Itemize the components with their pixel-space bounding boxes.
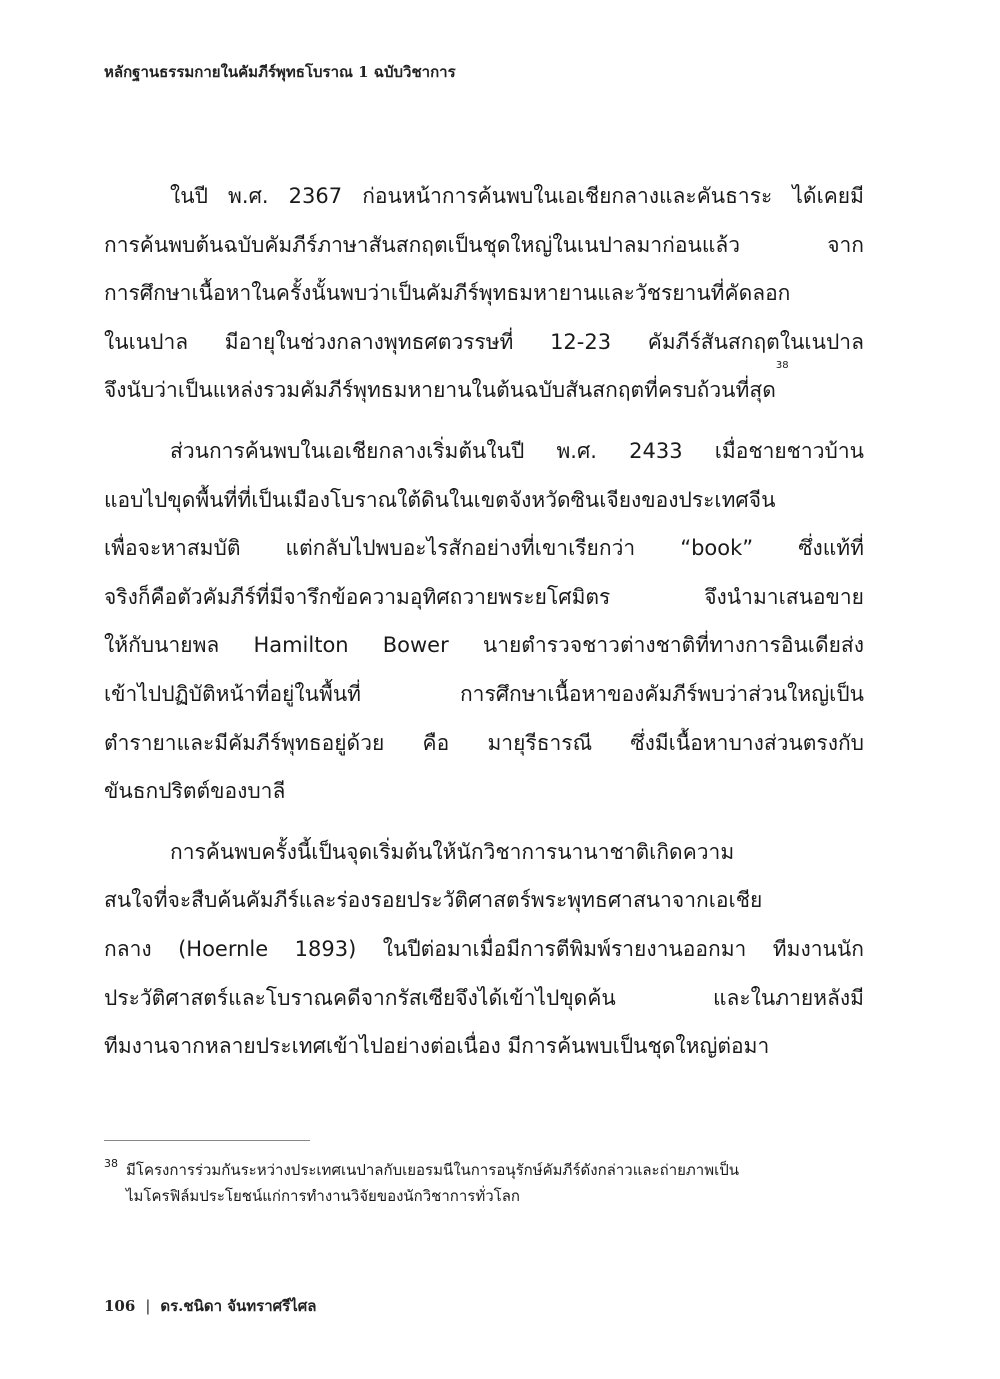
text-line: จริงก็คือตัวคัมภีร์ที่มีจารึกข้อความอุทิศถวายพระยโศมิตร จึงนำมาเสนอขาย	[104, 584, 864, 609]
paragraph-2	[104, 427, 864, 816]
text-line: กลาง (Hoernle 1893) ในปีต่อมาเมื่อมีการตีพิมพ์รายงานออกมา ทีมงานนัก	[104, 936, 864, 961]
footer-separator: |	[145, 1297, 151, 1315]
text-line: สนใจที่จะสืบค้นคัมภีร์และร่องรอยประวัติศาสตร์พระพุทธศาสนาจากเอเชีย	[104, 888, 763, 913]
running-footer	[104, 1294, 316, 1318]
footnote-reference[interactable]: 38	[775, 360, 789, 372]
text-line: แอบไปขุดพื้นที่ที่เป็นเมืองโบราณใต้ดินในเขตจังหวัดซินเจียงของประเทศจีน	[104, 487, 776, 512]
footnote-number: 38	[104, 1157, 118, 1170]
text-line: ประวัติศาสตร์และโบราณคดีจากรัสเซียจึงได้เข้าไปขุดค้น และในภายหลังมี	[104, 985, 864, 1010]
running-header: หลักฐานธรรมกายในคัมภีร์พุทธโบราณ 1 ฉบับวิชาการ	[104, 63, 456, 81]
text-line: ในเนปาล มีอายุในช่วงกลางพุทธศตวรรษที่ 12-23 คัมภีร์สันสกฤตในเนปาล	[104, 329, 864, 354]
author-name: ดร.ชนิดา จันทราศรีไศล	[160, 1297, 317, 1315]
text-line: จึงนับว่าเป็นแหล่งรวมคัมภีร์พุทธมหายานในต้นฉบับสันสกฤตที่ครบถ้วนที่สุด	[104, 378, 776, 403]
footnote-divider	[104, 1140, 310, 1141]
text-line: เพื่อจะหาสมบัติ แต่กลับไปพบอะไรสักอย่างที่เขาเรียกว่า “book” ซึ่งแท้ที่	[104, 536, 864, 561]
paragraph-3	[104, 828, 864, 1071]
text-line-with-footnote	[104, 360, 864, 415]
text-line: ขันธกปริตต์ของบาลี	[104, 779, 286, 804]
text-line: ให้กับนายพล Hamilton Bower นายตำรวจชาวต่างชาติที่ทางการอินเดียส่ง	[104, 633, 864, 658]
text-line: ทีมงานจากหลายประเทศเข้าไปอย่างต่อเนื่อง มีการค้นพบเป็นชุดใหญ่ต่อมา	[104, 1034, 770, 1059]
body-text	[104, 172, 864, 1083]
text-line: ตำรายาและมีคัมภีร์พุทธอยู่ด้วย คือ มายุรีธารณี ซึ่งมีเนื้อหาบางส่วนตรงกับ	[104, 730, 864, 755]
text-line: ส่วนการค้นพบในเอเชียกลางเริ่มต้นในปี พ.ศ. 2433 เมื่อชายชาวบ้าน	[170, 438, 864, 463]
footnote	[104, 1157, 864, 1209]
text-line: เข้าไปปฏิบัติหน้าที่อยู่ในพื้นที่ การศึกษาเนื้อหาของคัมภีร์พบว่าส่วนใหญ่เป็น	[104, 681, 864, 706]
text-line: การศึกษาเนื้อหาในครั้งนั้นพบว่าเป็นคัมภีร์พุทธมหายานและวัชรยานที่คัดลอก	[104, 281, 791, 306]
page-number: 106	[104, 1297, 136, 1315]
footnote-line: ไมโครฟิล์มประโยชน์แก่การทำงานวิจัยของนักวิชาการทั่วโลก	[126, 1187, 520, 1205]
footnote-text	[126, 1157, 864, 1209]
footnote-line: มีโครงการร่วมกันระหว่างประเทศเนปาลกับเยอรมนีในการอนุรักษ์คัมภีร์ดังกล่าวและถ่ายภาพเป็น	[126, 1161, 740, 1179]
text-line: ในปี พ.ศ. 2367 ก่อนหน้าการค้นพบในเอเชียกลางและคันธาระ ได้เคยมี	[170, 184, 864, 208]
text-line: การค้นพบครั้งนี้เป็นจุดเริ่มต้นให้นักวิชาการนานาชาติเกิดความ	[170, 839, 735, 864]
paragraph-1	[104, 172, 864, 415]
text-line: การค้นพบต้นฉบับคัมภีร์ภาษาสันสกฤตเป็นชุดใหญ่ในเนปาลมาก่อนแล้ว จาก	[104, 232, 864, 257]
